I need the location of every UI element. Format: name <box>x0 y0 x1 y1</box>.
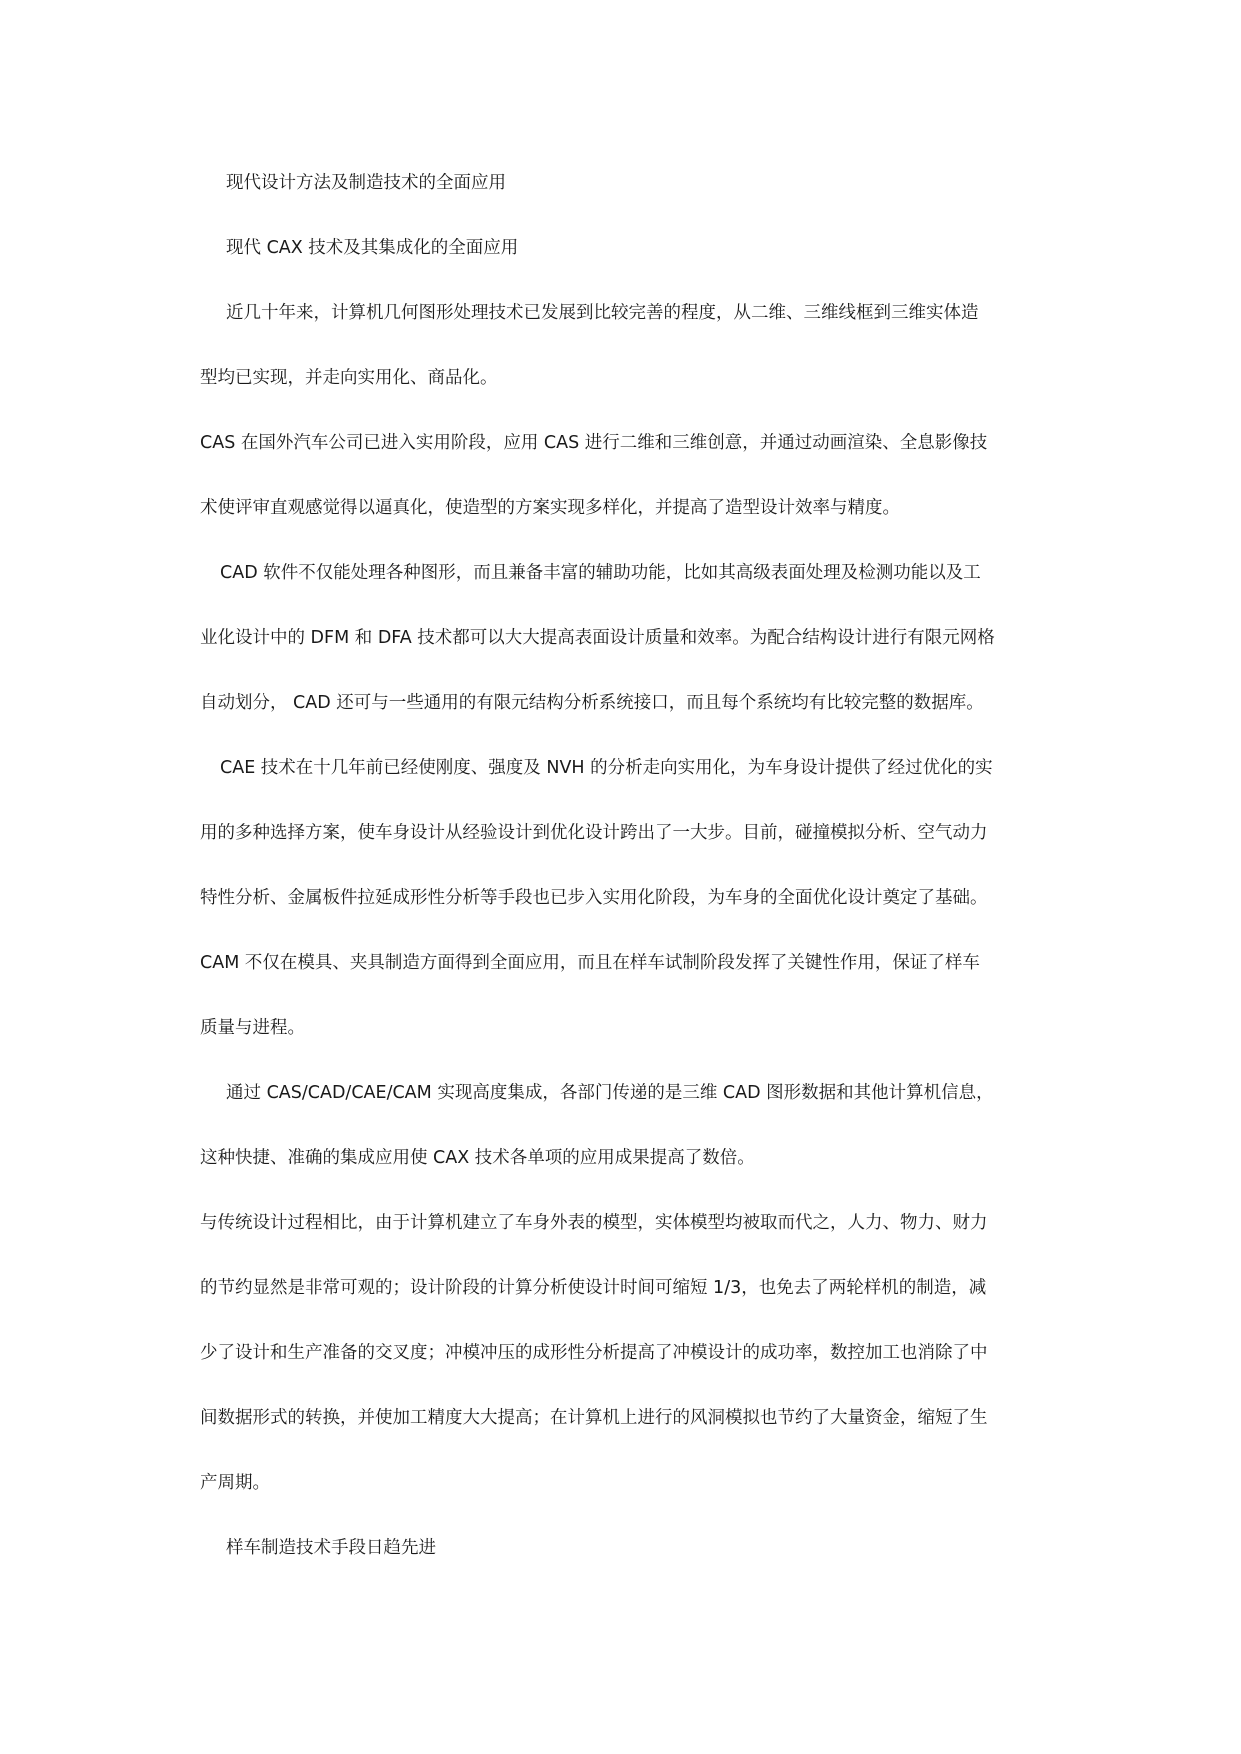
heading-prototype-manufacturing: 样车制造技术手段日趋先进 <box>226 1538 436 1558</box>
paragraph-line: 自动划分， CAD 还可与一些通用的有限元结构分析系统接口，而且每个系统均有比较完整的数据库。 <box>200 693 984 713</box>
paragraph-line: 型均已实现，并走向实用化、商品化。 <box>200 368 498 388</box>
paragraph-line: 这种快捷、准确的集成应用使 CAX 技术各单项的应用成果提高了数倍。 <box>200 1148 755 1168</box>
heading-cax-technology: 现代 CAX 技术及其集成化的全面应用 <box>226 238 519 258</box>
heading-modern-design-methods: 现代设计方法及制造技术的全面应用 <box>226 173 506 193</box>
paragraph-line: 与传统设计过程相比，由于计算机建立了车身外表的模型，实体模型均被取而代之，人力、物力、财力 <box>200 1213 988 1233</box>
paragraph-line: CAM 不仅在模具、夹具制造方面得到全面应用，而且在样车试制阶段发挥了关键性作用，保证了样车 <box>200 953 980 973</box>
paragraph-line: 通过 CAS/CAD/CAE/CAM 实现高度集成，各部门传递的是三维 CAD 图形数据和其他计算机信息， <box>226 1083 994 1103</box>
paragraph-line: 间数据形式的转换，并使加工精度大大提高；在计算机上进行的风洞模拟也节约了大量资金，缩短了生 <box>200 1408 988 1428</box>
paragraph-line: 用的多种选择方案，使车身设计从经验设计到优化设计跨出了一大步。目前，碰撞模拟分析、空气动力 <box>200 823 988 843</box>
paragraph-line: CAD 软件不仅能处理各种图形，而且兼备丰富的辅助功能，比如其高级表面处理及检测功能以及工 <box>220 563 981 583</box>
paragraph-line: 术使评审直观感觉得以逼真化，使造型的方案实现多样化，并提高了造型设计效率与精度。 <box>200 498 900 518</box>
paragraph-line: 特性分析、金属板件拉延成形性分析等手段也已步入实用化阶段，为车身的全面优化设计奠定了基础。 <box>200 888 988 908</box>
paragraph-line: CAE 技术在十几年前已经使刚度、强度及 NVH 的分析走向实用化，为车身设计提供了经过优化的实 <box>220 758 993 778</box>
paragraph-line: 近几十年来，计算机几何图形处理技术已发展到比较完善的程度，从二维、三维线框到三维实体造 <box>226 303 979 323</box>
paragraph-line: 质量与进程。 <box>200 1018 305 1038</box>
paragraph-line: 少了设计和生产准备的交叉度；冲模冲压的成形性分析提高了冲模设计的成功率，数控加工也消除了中 <box>200 1343 988 1363</box>
paragraph-line: 产周期。 <box>200 1473 270 1493</box>
paragraph-line: 的节约显然是非常可观的；设计阶段的计算分析使设计时间可缩短 1/3，也免去了两轮样机的制造，减 <box>200 1278 987 1298</box>
paragraph-line: CAS 在国外汽车公司已进入实用阶段，应用 CAS 进行二维和三维创意，并通过动画渲染、全息影像技 <box>200 433 988 453</box>
paragraph-line: 业化设计中的 DFM 和 DFA 技术都可以大大提高表面设计质量和效率。为配合结构设计进行有限元网格 <box>200 628 995 648</box>
